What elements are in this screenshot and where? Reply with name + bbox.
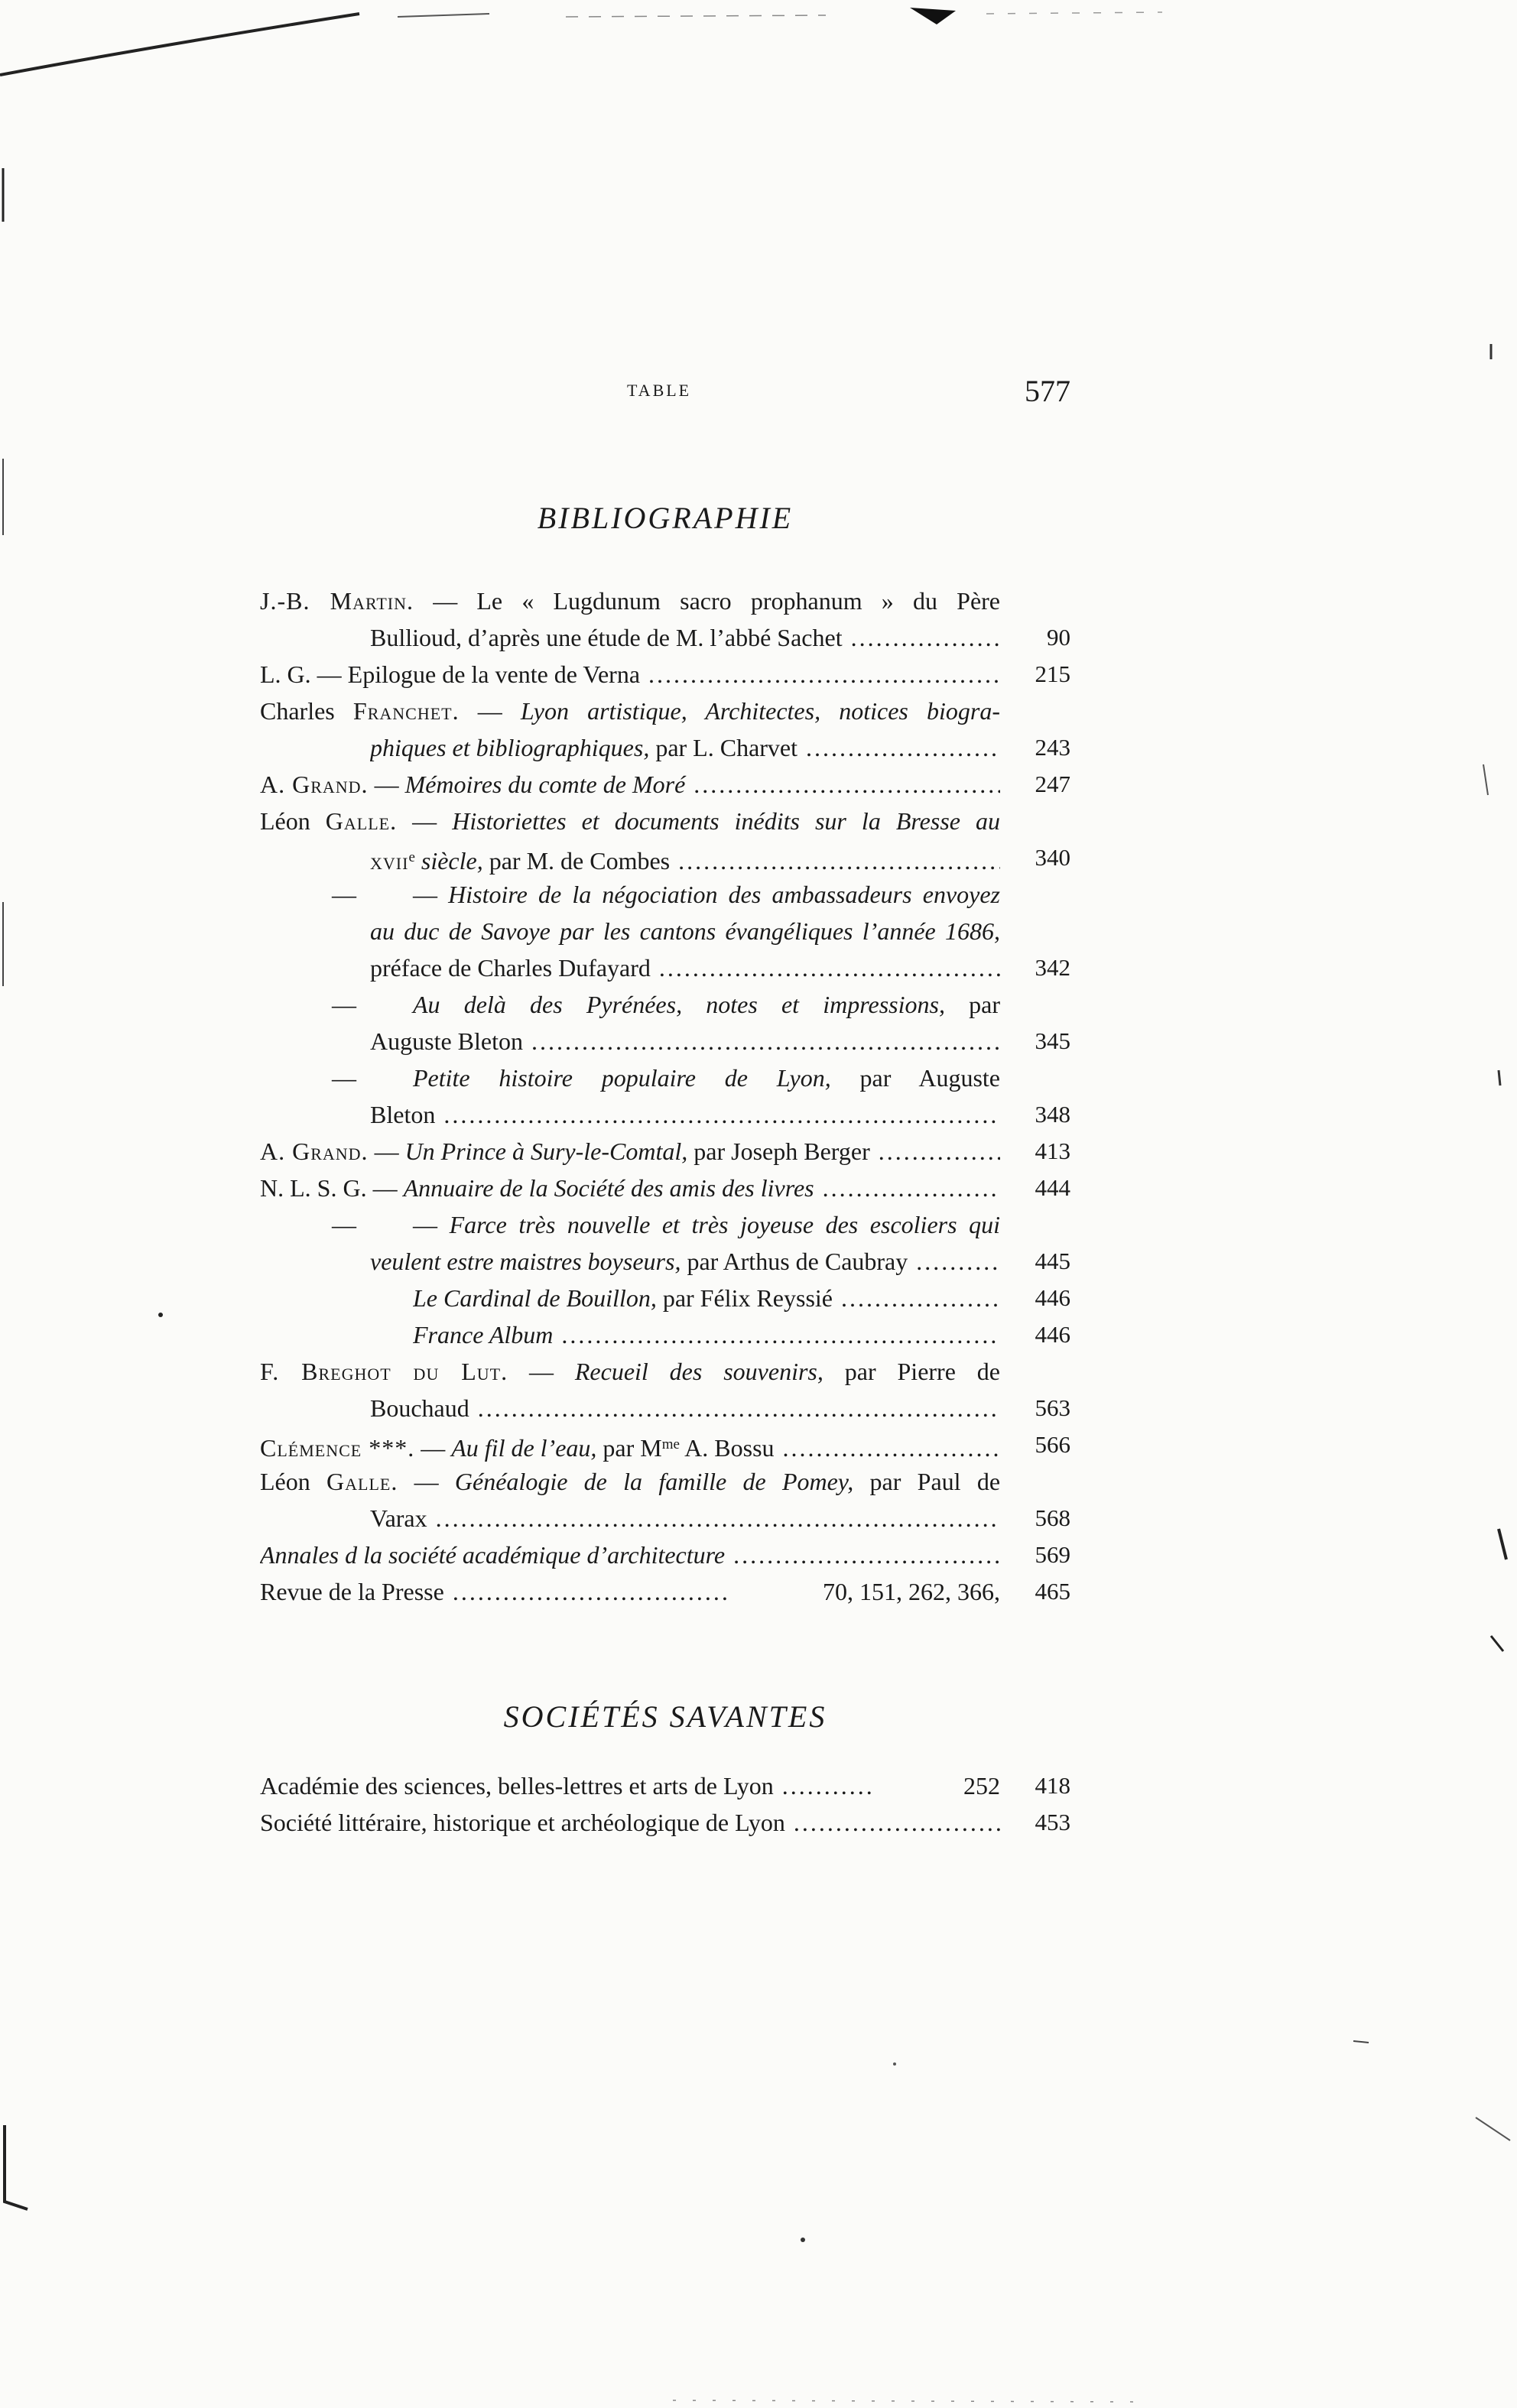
toc-entry: Le Cardinal de Bouillon, par Félix Reyssié ..... 446 xyxy=(260,1280,1070,1316)
page-ref: 446 xyxy=(1035,1321,1070,1348)
page-ref: 453 xyxy=(1035,1809,1070,1835)
ditto-dash: — xyxy=(332,991,356,1018)
toc-entry: Annales d la société académique d’architecture ..... 569 xyxy=(260,1537,1070,1573)
toc-entry-line: — Au delà des Pyrénées, notes et impressions, par xyxy=(260,986,1070,1023)
toc-entry: veulent estre maistres boyseurs, par Arthus de Caubray ..... 445 xyxy=(260,1243,1070,1280)
ditto-dash: — xyxy=(332,1064,356,1092)
toc-entry: préface de Charles Dufayard ..... 342 xyxy=(260,949,1070,986)
toc-entry: Bouchaud ..... 563 xyxy=(260,1390,1070,1426)
running-title: TABLE xyxy=(627,381,692,400)
toc-entry-line: F. Breghot du Lut. — Recueil des souvenirs, par Pierre de xyxy=(260,1358,1000,1385)
ditto-dash: — xyxy=(332,881,356,908)
page-ref: 413 xyxy=(1035,1137,1070,1164)
toc-entry: Varax ..... 568 xyxy=(260,1500,1070,1537)
page-ref: 568 xyxy=(1035,1504,1070,1531)
page-ref: 465 xyxy=(1035,1578,1070,1605)
page-ref: 446 xyxy=(1035,1284,1070,1311)
toc-entry: Société littéraire, historique et archéologique de Lyon ..... 453 xyxy=(260,1804,1070,1841)
running-head xyxy=(260,374,1070,408)
toc-entry-line: au duc de Savoye par les cantons évangéliques l’année 1686, xyxy=(370,917,1000,945)
page-ref: 215 xyxy=(1035,660,1070,687)
toc-entry-line: Charles Franchet. — Lyon artistique, Architectes, notices biogra- xyxy=(260,697,1001,725)
toc-entry: xvii$^e$ siècle, par M. de Combes ..... 340 xyxy=(260,839,1070,876)
page-ref: 563 xyxy=(1035,1394,1070,1421)
toc-entry: A. Grand. — Mémoires du comte de Moré ..... 247 xyxy=(260,766,1070,803)
toc-entry: phiques et bibliographiques, par L. Charvet ..... 243 xyxy=(260,729,1070,766)
toc-entry: Bleton ..... 348 xyxy=(260,1096,1070,1133)
section-heading-societes: SOCIÉTÉS SAVANTES xyxy=(503,1699,827,1734)
page-ref: 348 xyxy=(1035,1101,1070,1128)
toc-entry: N. L. S. G. — Annuaire de la Société des amis des livres ..... 444 xyxy=(260,1170,1070,1206)
toc-entry: L. G. — Epilogue de la vente de Verna ..... 215 xyxy=(260,656,1070,693)
toc-entry: Académie des sciences, belles-lettres et arts de Lyon ........... 252 418 xyxy=(260,1767,1070,1804)
page-ref: 566 xyxy=(1035,1431,1070,1458)
page-ref: 445 xyxy=(1035,1248,1070,1274)
page-ref: 243 xyxy=(1035,734,1070,761)
bibliographie-list xyxy=(260,583,1070,1610)
page-number: 577 xyxy=(1025,374,1070,408)
societes-list xyxy=(260,1767,1070,1841)
toc-entry-line: — Petite histoire populaire de Lyon, par Auguste xyxy=(260,1060,1070,1096)
page-ref: 342 xyxy=(1035,954,1070,981)
page-ref: 340 xyxy=(1035,844,1070,871)
toc-entry-line: J.-B. Martin. — Le « Lugdunum sacro prophanum » du Père xyxy=(260,587,1000,615)
page-ref: 444 xyxy=(1035,1174,1070,1201)
page-ref: 418 xyxy=(1035,1772,1070,1799)
toc-entry: Auguste Bleton ..... 345 xyxy=(260,1023,1070,1060)
toc-entry-line: Léon Galle. — Généalogie de la famille de Pomey, par Paul de xyxy=(260,1468,1001,1495)
toc-entry-line: — — Histoire de la négociation des ambassadeurs envoyez xyxy=(260,876,1070,913)
toc-entry: Bullioud, d’après une étude de M. l’abbé Sachet ..... 90 xyxy=(260,619,1070,656)
toc-entry: A. Grand. — Un Prince à Sury-le-Comtal, par Joseph Berger ..... 413 xyxy=(260,1133,1070,1170)
toc-entry-line: — — Farce très nouvelle et très joyeuse des escoliers qui xyxy=(260,1206,1070,1243)
page-ref: 345 xyxy=(1035,1027,1070,1054)
toc-entry: France Album ..... 446 xyxy=(260,1316,1070,1353)
page-ref: 247 xyxy=(1035,771,1070,797)
toc-entry: Clémence ***. — Au fil de l’eau, par $M^{me}$ A. Bossu ..... 566 xyxy=(260,1426,1070,1463)
ditto-dash: — xyxy=(332,1211,356,1238)
page-ref: 569 xyxy=(1035,1541,1070,1568)
toc-entry-line: Léon Galle. — Historiettes et documents inédits sur la Bresse au xyxy=(260,807,1001,835)
toc-entry: Revue de la Presse ................................. 70, 151, 262, 366, 465 xyxy=(260,1573,1070,1610)
page-ref: 90 xyxy=(1047,624,1070,651)
section-heading-bibliographie: BIBLIOGRAPHIE xyxy=(537,501,794,535)
